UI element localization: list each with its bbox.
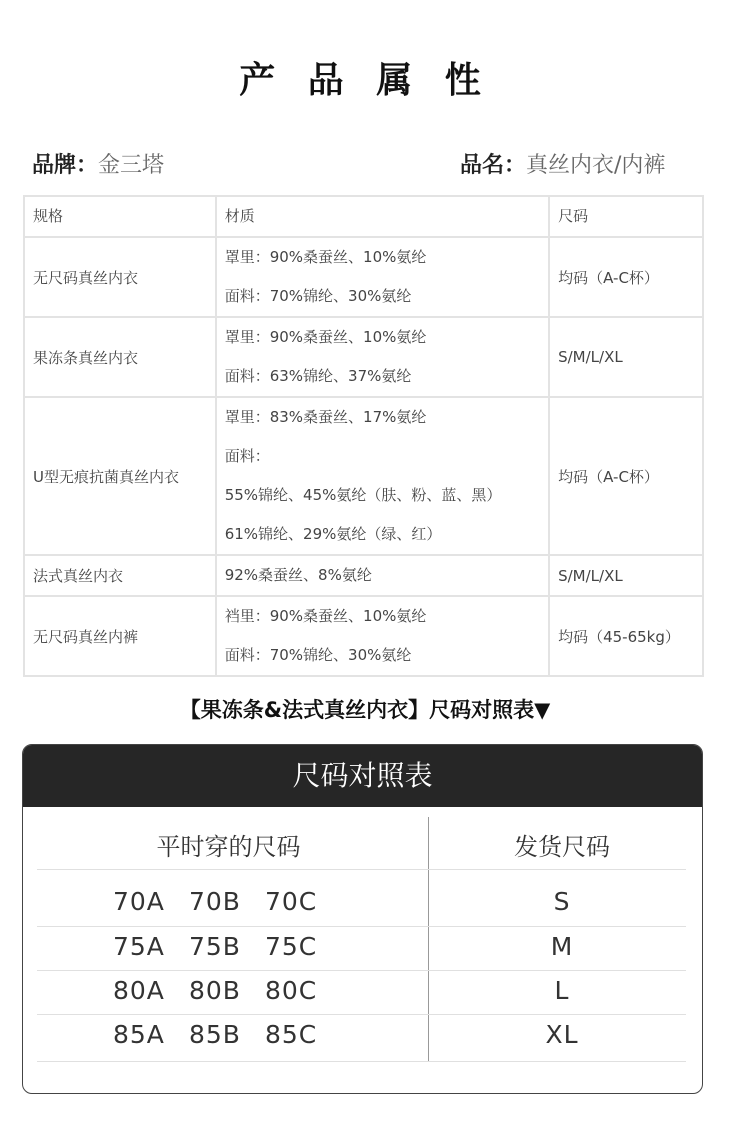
usual-size: 70A (113, 887, 165, 916)
row-divider (37, 1061, 686, 1062)
cell-spec: 果冻条真丝内衣 (24, 317, 216, 397)
header-spec: 规格 (33, 207, 64, 225)
ship-size: L (554, 976, 570, 1005)
cell-material-line: 面料：63%锦纶、37%氨纶 (224, 367, 412, 385)
brand-info (32, 148, 164, 179)
cell-material-line: 61%锦纶、29%氨纶（绿、红） (224, 525, 442, 543)
cell-material-line: 罩里：90%桑蚕丝、10%氨纶 (224, 248, 427, 266)
brand-label: 品牌： (32, 153, 99, 178)
cell-material-line: 罩里：90%桑蚕丝、10%氨纶 (224, 328, 427, 346)
col-header-ship-size: 发货尺码 (514, 833, 610, 861)
usual-size: 70C (265, 887, 318, 916)
usual-size: 85C (265, 1020, 318, 1049)
usual-size: 75B (189, 932, 241, 961)
cell-spec: U型无痕抗菌真丝内衣 (24, 397, 216, 555)
table-row (24, 237, 703, 317)
size-chart-card (22, 744, 703, 1094)
attributes-table (23, 195, 704, 677)
usual-size: 85B (189, 1020, 241, 1049)
usual-size-row (113, 880, 353, 924)
cell-size: 均码（A-C杯） (549, 237, 703, 317)
usual-size: 70B (189, 887, 241, 916)
size-chart-caption: 【果冻条&法式真丝内衣】尺码对照表▼ (179, 698, 551, 722)
usual-size: 75C (265, 932, 318, 961)
brand-value: 金三塔 (98, 153, 165, 178)
cell-size: 均码（A-C杯） (549, 397, 703, 555)
usual-size-row (113, 925, 353, 969)
header-material: 材质 (224, 207, 255, 225)
table-row (24, 397, 703, 555)
ship-size: S (553, 887, 571, 916)
col-header-usual-size: 平时穿的尺码 (156, 833, 301, 861)
size-chart-title: 尺码对照表 (23, 745, 702, 807)
cell-spec: 法式真丝内衣 (24, 555, 216, 596)
usual-size: 85A (113, 1020, 165, 1049)
table-row (24, 596, 703, 676)
cell-material-line: 92%桑蚕丝、8%氨纶 (224, 566, 372, 584)
cell-spec: 无尺码真丝内衣 (24, 237, 216, 317)
header-size: 尺码 (558, 207, 589, 225)
usual-size: 80A (113, 976, 165, 1005)
table-row (24, 317, 703, 397)
cell-material-line: 面料：70%锦纶、30%氨纶 (224, 287, 412, 305)
product-name-info (460, 148, 665, 179)
cell-material-line: 裆里：90%桑蚕丝、10%氨纶 (224, 607, 427, 625)
column-divider (428, 817, 429, 1061)
cell-material-line: 面料： (224, 447, 270, 465)
table-row (24, 555, 703, 596)
table-header-row (24, 196, 703, 237)
ship-size: M (550, 932, 574, 961)
cell-size: S/M/L/XL (549, 555, 703, 596)
cell-material-line: 55%锦纶、45%氨纶（肤、粉、蓝、黑） (224, 486, 502, 504)
usual-size: 80B (189, 976, 241, 1005)
cell-spec: 无尺码真丝内裤 (24, 596, 216, 676)
page-title: 产 品 属 性 (239, 60, 491, 101)
usual-size-row (113, 1013, 353, 1057)
usual-size: 75A (113, 932, 165, 961)
cell-size: S/M/L/XL (549, 317, 703, 397)
product-name-value: 真丝内衣/内裤 (526, 153, 666, 178)
cell-material-line: 面料：70%锦纶、30%氨纶 (224, 646, 412, 664)
cell-material-line: 罩里：83%桑蚕丝、17%氨纶 (224, 408, 427, 426)
usual-size: 80C (265, 976, 318, 1005)
ship-size: XL (545, 1020, 579, 1049)
cell-size: 均码（45-65kg） (549, 596, 703, 676)
usual-size-row (113, 969, 353, 1013)
product-name-label: 品名： (460, 153, 527, 178)
row-divider (37, 869, 686, 870)
